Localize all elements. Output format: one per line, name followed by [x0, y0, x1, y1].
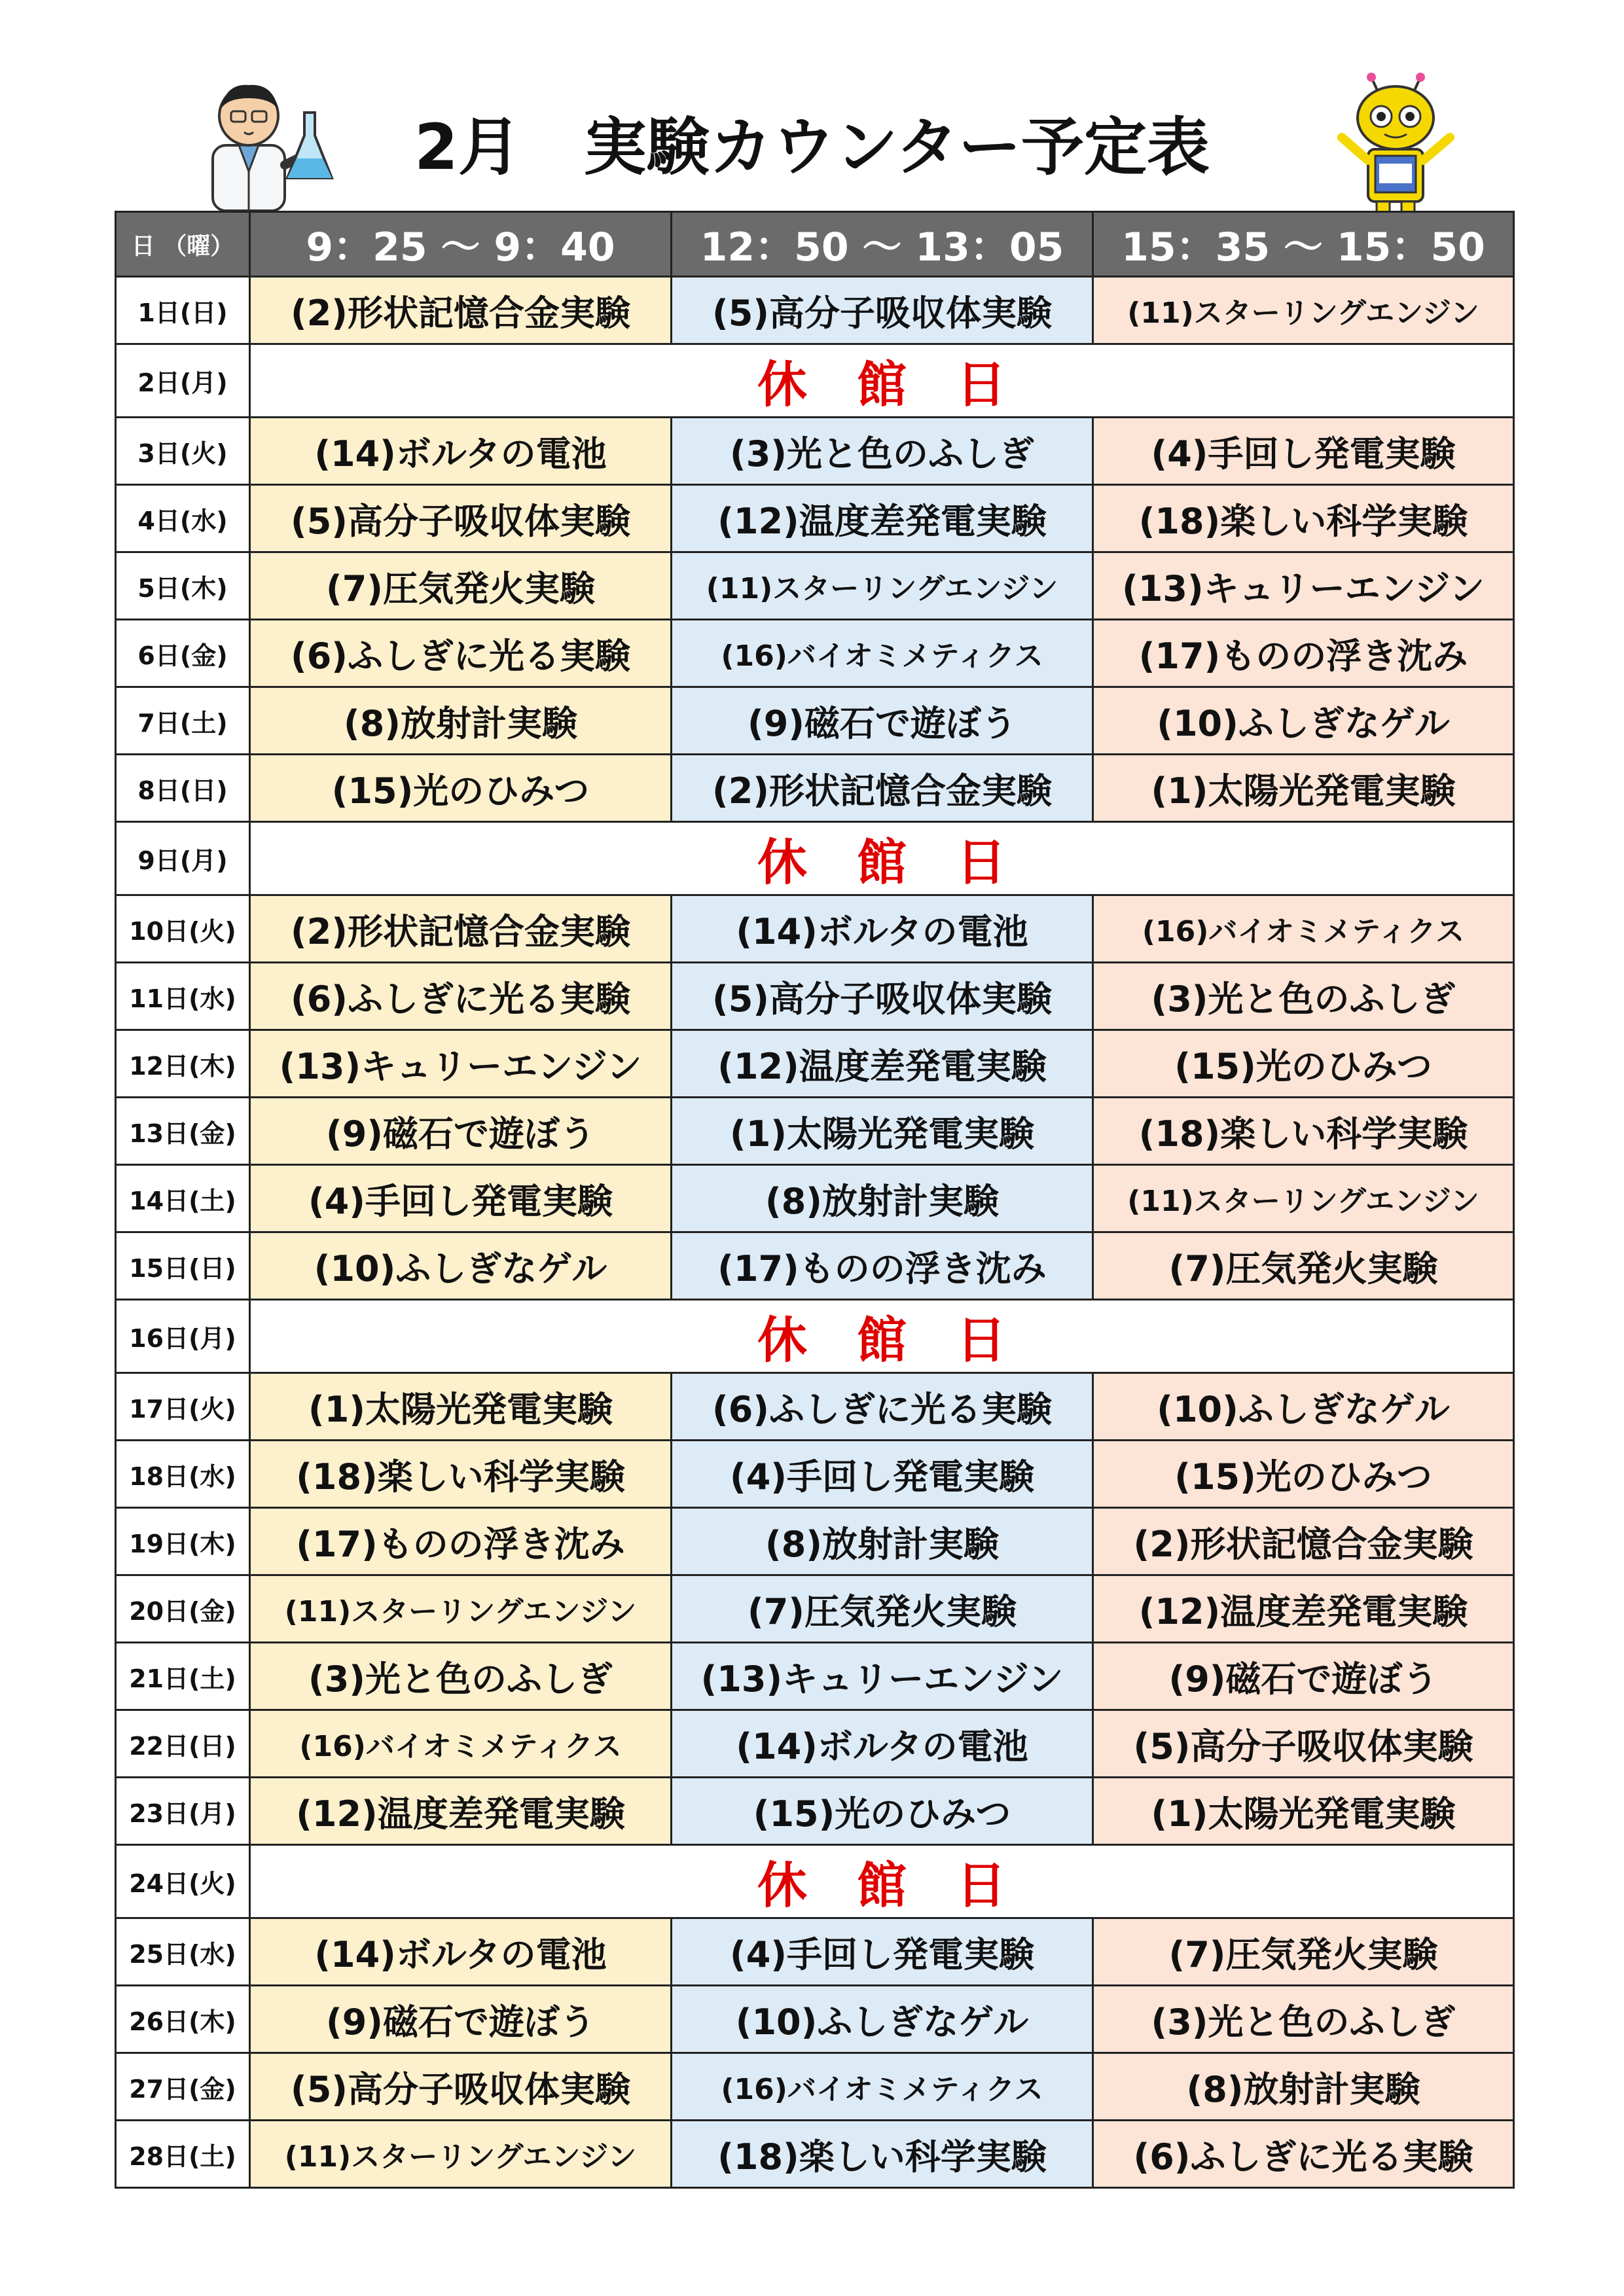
experiment-cell-slot1: (7)圧気発火実験 — [250, 552, 672, 620]
experiment-cell-slot1: (17)ものの浮き沈み — [250, 1508, 672, 1575]
day-cell: 10日(火) — [116, 895, 250, 963]
experiment-cell-slot2: (7)圧気発火実験 — [672, 1575, 1093, 1643]
experiment-cell-slot1: (8)放射計実験 — [250, 687, 672, 755]
day-cell: 7日(土) — [116, 687, 250, 755]
experiment-cell-slot1: (2)形状記憶合金実験 — [250, 895, 672, 963]
header-slot3: 15：35 ～ 15：50 — [1093, 212, 1514, 277]
closed-day-cell: 休 館 日 — [250, 822, 1514, 895]
experiment-cell-slot1: (14)ボルタの電池 — [250, 418, 672, 485]
experiment-cell-slot1: (4)手回し発電実験 — [250, 1165, 672, 1232]
experiment-cell-slot1: (5)高分子吸収体実験 — [250, 485, 672, 552]
experiment-cell-slot2: (5)高分子吸収体実験 — [672, 963, 1093, 1030]
experiment-cell-slot3: (4)手回し発電実験 — [1093, 418, 1514, 485]
day-cell: 18日(水) — [116, 1441, 250, 1508]
day-cell: 1日(日) — [116, 277, 250, 344]
experiment-cell-slot3: (12)温度差発電実験 — [1093, 1575, 1514, 1643]
experiment-cell-slot3: (7)圧気発火実験 — [1093, 1232, 1514, 1300]
experiment-cell-slot3: (7)圧気発火実験 — [1093, 1918, 1514, 1986]
header-day: 日 （曜） — [116, 212, 250, 277]
experiment-cell-slot2: (15)光のひみつ — [672, 1778, 1093, 1845]
day-cell: 25日(水) — [116, 1918, 250, 1986]
experiment-cell-slot1: (18)楽しい科学実験 — [250, 1441, 672, 1508]
experiment-cell-slot2: (14)ボルタの電池 — [672, 1710, 1093, 1778]
scientist-illustration — [187, 73, 337, 214]
experiment-cell-slot3: (11)スターリングエンジン — [1093, 277, 1514, 344]
table-row — [116, 822, 1514, 895]
table-row — [116, 1373, 1514, 1441]
experiment-cell-slot2: (4)手回し発電実験 — [672, 1918, 1093, 1986]
experiment-cell-slot1: (5)高分子吸収体実験 — [250, 2053, 672, 2121]
experiment-cell-slot3: (11)スターリングエンジン — [1093, 1165, 1514, 1232]
table-row — [116, 963, 1514, 1030]
experiment-cell-slot2: (3)光と色のふしぎ — [672, 418, 1093, 485]
experiment-cell-slot3: (3)光と色のふしぎ — [1093, 963, 1514, 1030]
experiment-cell-slot3: (9)磁石で遊ぼう — [1093, 1643, 1514, 1710]
experiment-cell-slot1: (2)形状記憶合金実験 — [250, 277, 672, 344]
table-row — [116, 1098, 1514, 1165]
experiment-cell-slot2: (13)キュリーエンジン — [672, 1643, 1093, 1710]
experiment-cell-slot2: (4)手回し発電実験 — [672, 1441, 1093, 1508]
closed-day-cell: 休 館 日 — [250, 1300, 1514, 1373]
experiment-cell-slot3: (3)光と色のふしぎ — [1093, 1986, 1514, 2053]
closed-day-cell: 休 館 日 — [250, 1845, 1514, 1918]
day-cell: 20日(金) — [116, 1575, 250, 1643]
experiment-cell-slot2: (16)バイオミメティクス — [672, 2053, 1093, 2121]
experiment-cell-slot1: (11)スターリングエンジン — [250, 1575, 672, 1643]
experiment-cell-slot1: (16)バイオミメティクス — [250, 1710, 672, 1778]
experiment-cell-slot3: (10)ふしぎなゲル — [1093, 687, 1514, 755]
experiment-cell-slot2: (11)スターリングエンジン — [672, 552, 1093, 620]
experiment-cell-slot2: (2)形状記憶合金実験 — [672, 755, 1093, 822]
schedule-table — [115, 211, 1515, 2189]
table-row — [116, 1986, 1514, 2053]
experiment-cell-slot3: (1)太陽光発電実験 — [1093, 755, 1514, 822]
table-row — [116, 1918, 1514, 1986]
experiment-cell-slot1: (14)ボルタの電池 — [250, 1918, 672, 1986]
experiment-cell-slot3: (2)形状記憶合金実験 — [1093, 1508, 1514, 1575]
experiment-cell-slot3: (16)バイオミメティクス — [1093, 895, 1514, 963]
day-cell: 23日(月) — [116, 1778, 250, 1845]
table-row — [116, 755, 1514, 822]
table-row — [116, 687, 1514, 755]
experiment-cell-slot2: (17)ものの浮き沈み — [672, 1232, 1093, 1300]
table-row — [116, 1575, 1514, 1643]
experiment-cell-slot1: (6)ふしぎに光る実験 — [250, 963, 672, 1030]
table-row — [116, 1778, 1514, 1845]
experiment-cell-slot2: (12)温度差発電実験 — [672, 485, 1093, 552]
experiment-cell-slot1: (11)スターリングエンジン — [250, 2121, 672, 2188]
experiment-cell-slot1: (6)ふしぎに光る実験 — [250, 620, 672, 687]
table-row — [116, 1441, 1514, 1508]
experiment-cell-slot3: (10)ふしぎなゲル — [1093, 1373, 1514, 1441]
table-row — [116, 418, 1514, 485]
table-row — [116, 1300, 1514, 1373]
day-cell: 21日(土) — [116, 1643, 250, 1710]
table-row — [116, 1232, 1514, 1300]
day-cell: 26日(木) — [116, 1986, 250, 2053]
experiment-cell-slot2: (1)太陽光発電実験 — [672, 1098, 1093, 1165]
day-cell: 4日(水) — [116, 485, 250, 552]
day-cell: 28日(土) — [116, 2121, 250, 2188]
experiment-cell-slot3: (17)ものの浮き沈み — [1093, 620, 1514, 687]
experiment-cell-slot3: (13)キュリーエンジン — [1093, 552, 1514, 620]
experiment-cell-slot3: (1)太陽光発電実験 — [1093, 1778, 1514, 1845]
day-cell: 11日(水) — [116, 963, 250, 1030]
experiment-cell-slot1: (1)太陽光発電実験 — [250, 1373, 672, 1441]
table-row — [116, 1030, 1514, 1098]
day-cell: 24日(火) — [116, 1845, 250, 1918]
experiment-cell-slot3: (5)高分子吸収体実験 — [1093, 1710, 1514, 1778]
experiment-cell-slot3: (8)放射計実験 — [1093, 2053, 1514, 2121]
experiment-cell-slot2: (5)高分子吸収体実験 — [672, 277, 1093, 344]
table-row — [116, 1165, 1514, 1232]
table-row — [116, 485, 1514, 552]
table-row — [116, 344, 1514, 418]
day-cell: 3日(火) — [116, 418, 250, 485]
page-title: 2月 実験カウンター予定表 — [414, 111, 1210, 184]
day-cell: 14日(土) — [116, 1165, 250, 1232]
day-cell: 8日(日) — [116, 755, 250, 822]
experiment-cell-slot1: (3)光と色のふしぎ — [250, 1643, 672, 1710]
experiment-cell-slot1: (15)光のひみつ — [250, 755, 672, 822]
table-row — [116, 2053, 1514, 2121]
day-cell: 15日(日) — [116, 1232, 250, 1300]
experiment-cell-slot2: (6)ふしぎに光る実験 — [672, 1373, 1093, 1441]
experiment-cell-slot1: (12)温度差発電実験 — [250, 1778, 672, 1845]
experiment-cell-slot2: (8)放射計実験 — [672, 1165, 1093, 1232]
robot-mascot-illustration — [1332, 72, 1460, 229]
table-row — [116, 1508, 1514, 1575]
experiment-cell-slot2: (14)ボルタの電池 — [672, 895, 1093, 963]
experiment-cell-slot1: (10)ふしぎなゲル — [250, 1232, 672, 1300]
day-cell: 22日(日) — [116, 1710, 250, 1778]
day-cell: 27日(金) — [116, 2053, 250, 2121]
experiment-cell-slot2: (10)ふしぎなゲル — [672, 1986, 1093, 2053]
table-row — [116, 1845, 1514, 1918]
table-row — [116, 552, 1514, 620]
header-row — [116, 212, 1514, 277]
day-cell: 5日(木) — [116, 552, 250, 620]
day-cell: 12日(木) — [116, 1030, 250, 1098]
experiment-cell-slot2: (16)バイオミメティクス — [672, 620, 1093, 687]
day-cell: 19日(木) — [116, 1508, 250, 1575]
day-cell: 16日(月) — [116, 1300, 250, 1373]
table-row — [116, 1643, 1514, 1710]
table-row — [116, 895, 1514, 963]
experiment-cell-slot3: (18)楽しい科学実験 — [1093, 1098, 1514, 1165]
table-row — [116, 1710, 1514, 1778]
experiment-cell-slot3: (15)光のひみつ — [1093, 1030, 1514, 1098]
experiment-cell-slot2: (8)放射計実験 — [672, 1508, 1093, 1575]
experiment-cell-slot2: (12)温度差発電実験 — [672, 1030, 1093, 1098]
experiment-cell-slot3: (6)ふしぎに光る実験 — [1093, 2121, 1514, 2188]
table-row — [116, 620, 1514, 687]
experiment-cell-slot2: (18)楽しい科学実験 — [672, 2121, 1093, 2188]
experiment-cell-slot3: (15)光のひみつ — [1093, 1441, 1514, 1508]
table-row — [116, 277, 1514, 344]
table-row — [116, 2121, 1514, 2188]
experiment-cell-slot2: (9)磁石で遊ぼう — [672, 687, 1093, 755]
day-cell: 13日(金) — [116, 1098, 250, 1165]
experiment-cell-slot1: (9)磁石で遊ぼう — [250, 1986, 672, 2053]
experiment-cell-slot1: (13)キュリーエンジン — [250, 1030, 672, 1098]
experiment-cell-slot3: (18)楽しい科学実験 — [1093, 485, 1514, 552]
header-slot1: 9：25 ～ 9：40 — [250, 212, 672, 277]
closed-day-cell: 休 館 日 — [250, 344, 1514, 418]
experiment-cell-slot1: (9)磁石で遊ぼう — [250, 1098, 672, 1165]
day-cell: 6日(金) — [116, 620, 250, 687]
day-cell: 2日(月) — [116, 344, 250, 418]
day-cell: 17日(火) — [116, 1373, 250, 1441]
day-cell: 9日(月) — [116, 822, 250, 895]
header-slot2: 12：50 ～ 13：05 — [672, 212, 1093, 277]
